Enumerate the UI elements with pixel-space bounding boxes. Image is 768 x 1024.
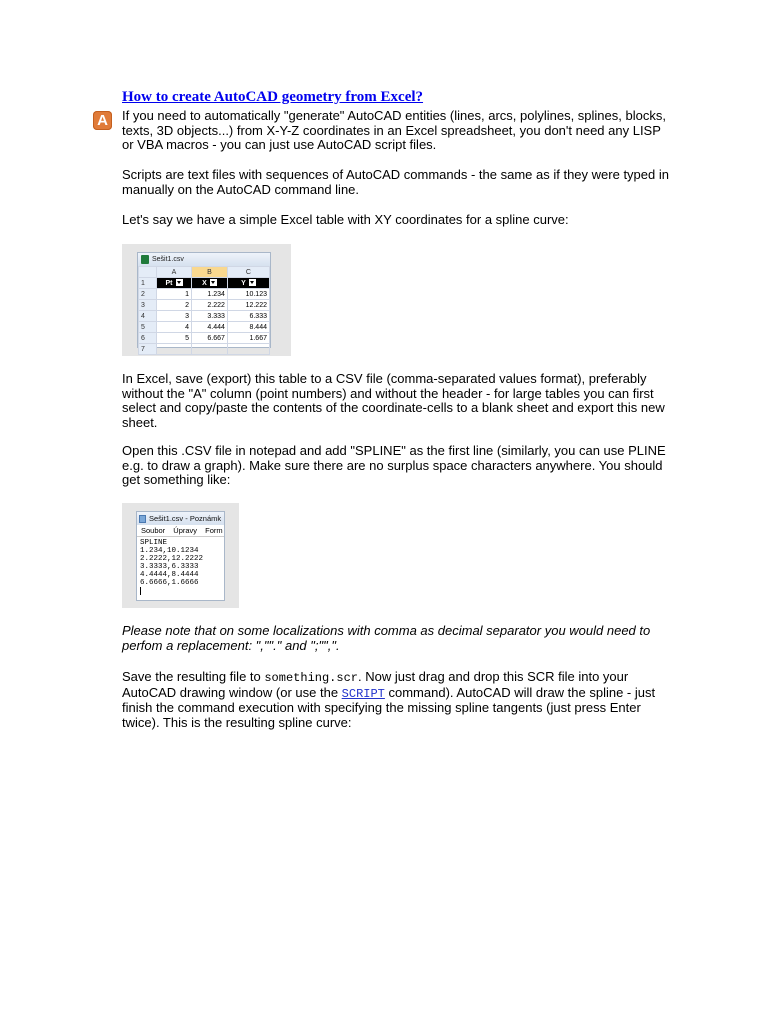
export-csv-paragraph: In Excel, save (export) this table to a CSV file (comma-separated values format), preferably without the "A" column (point numbers) and without the header - for large tables you can first select and copy/paste the contents of the coordinate-cells to a blank sheet and export this new sheet. (122, 371, 665, 430)
notepad-menu-bar (137, 525, 224, 537)
notepad-content: SPLINE 1.234,10.1234 2.2222,12.2222 3.3333,6.3333 4.4444,8.4444 6.6666,1.6666 (140, 539, 204, 587)
table-row (139, 311, 270, 322)
scripts-paragraph: Scripts are text files with sequences of AutoCAD commands - the same as if they were typed in manually on the AutoCAD command line. (122, 167, 669, 197)
table-cell: 8.444 (227, 322, 269, 333)
table-cell (227, 344, 269, 355)
filename-code: something.scr (264, 671, 358, 685)
table-cell: 6.333 (227, 311, 269, 322)
script-command-link[interactable]: SCRIPT (341, 686, 385, 701)
text-caret (140, 587, 141, 595)
row-number: 3 (139, 300, 157, 311)
row-number: 1 (139, 278, 157, 289)
excel-file-name: Sešit1.csv (152, 256, 184, 263)
header-cell: Y (227, 278, 269, 289)
menu-format: Form (205, 526, 223, 535)
excel-file-icon (141, 255, 149, 264)
header-cell: X (192, 278, 228, 289)
table-cell: 3 (157, 311, 192, 322)
notepad-icon (139, 515, 146, 523)
table-cell: 1.667 (227, 333, 269, 344)
table-cell: 6.667 (192, 333, 228, 344)
table-cell: 1.234 (192, 289, 228, 300)
corner-cell (139, 267, 157, 278)
excel-title-bar (138, 253, 270, 266)
table-cell (192, 344, 228, 355)
table-row (139, 344, 270, 355)
notepad-title: Sešit1.csv - Poznámk (149, 514, 222, 523)
table-cell: 4.444 (192, 322, 228, 333)
menu-file: Soubor (141, 526, 166, 535)
notepad-screenshot (122, 503, 239, 608)
row-number: 2 (139, 289, 157, 300)
row-number: 6 (139, 333, 157, 344)
autocad-a-icon: A (93, 111, 112, 130)
table-cell: 2.222 (192, 300, 228, 311)
excel-screenshot (122, 244, 291, 356)
column-header: B (192, 267, 228, 278)
filter-dropdown-icon (210, 279, 217, 286)
table-cell: 12.222 (227, 300, 269, 311)
save-script-paragraph: Save the resulting file to something.scr. Now just drag and drop this SCR file into your AutoCAD drawing window (or use the SCRIPT command). AutoCAD will draw the spline - just finish the command execution with specifying the missing spline tangents (just press Enter twice). This is the resulting spline curve: (122, 669, 656, 730)
header-cell: Pt (157, 278, 192, 289)
column-header-row (139, 267, 270, 278)
table-cell: 5 (157, 333, 192, 344)
intro-paragraph: If you need to automatically "generate" AutoCAD entities (lines, arcs, polylines, splines, blocks, texts, 3D objects...) from X-Y-Z coordinates in an Excel spreadsheet, you don't need any LISP or VBA macros - you can just use AutoCAD script files. (122, 108, 666, 152)
excel-sheet (138, 266, 270, 355)
filter-dropdown-icon (176, 279, 183, 286)
filter-dropdown-icon (249, 279, 256, 286)
page-title[interactable]: How to create AutoCAD geometry from Excel? (122, 89, 424, 105)
table-row (139, 322, 270, 333)
excel-table-intro: Let's say we have a simple Excel table with XY coordinates for a spline curve: (122, 212, 569, 227)
table-row (139, 300, 270, 311)
column-header: A (157, 267, 192, 278)
notepad-window (136, 511, 225, 601)
notepad-paragraph: Open this .CSV file in notepad and add "SPLINE" as the first line (similarly, you can use PLINE e.g. to draw a graph). Make sure there are no surplus space characters anywhere. You should get something like: (122, 443, 666, 487)
table-cell: 3.333 (192, 311, 228, 322)
localization-note: Please note that on some localizations with comma as decimal separator you would need to perfom a replacement: ",""." and ";"",". (122, 623, 651, 653)
row-number: 5 (139, 322, 157, 333)
table-cell: 2 (157, 300, 192, 311)
table-cell: 4 (157, 322, 192, 333)
notepad-title-bar (137, 512, 224, 525)
table-row (139, 333, 270, 344)
column-header: C (227, 267, 269, 278)
row-number: 4 (139, 311, 157, 322)
table-header-row (139, 278, 270, 289)
excel-window (137, 252, 271, 353)
table-cell: 10.123 (227, 289, 269, 300)
menu-edit: Úpravy (173, 526, 198, 535)
table-row (139, 289, 270, 300)
row-number: 7 (139, 344, 157, 355)
table-cell (157, 344, 192, 355)
table-cell: 1 (157, 289, 192, 300)
